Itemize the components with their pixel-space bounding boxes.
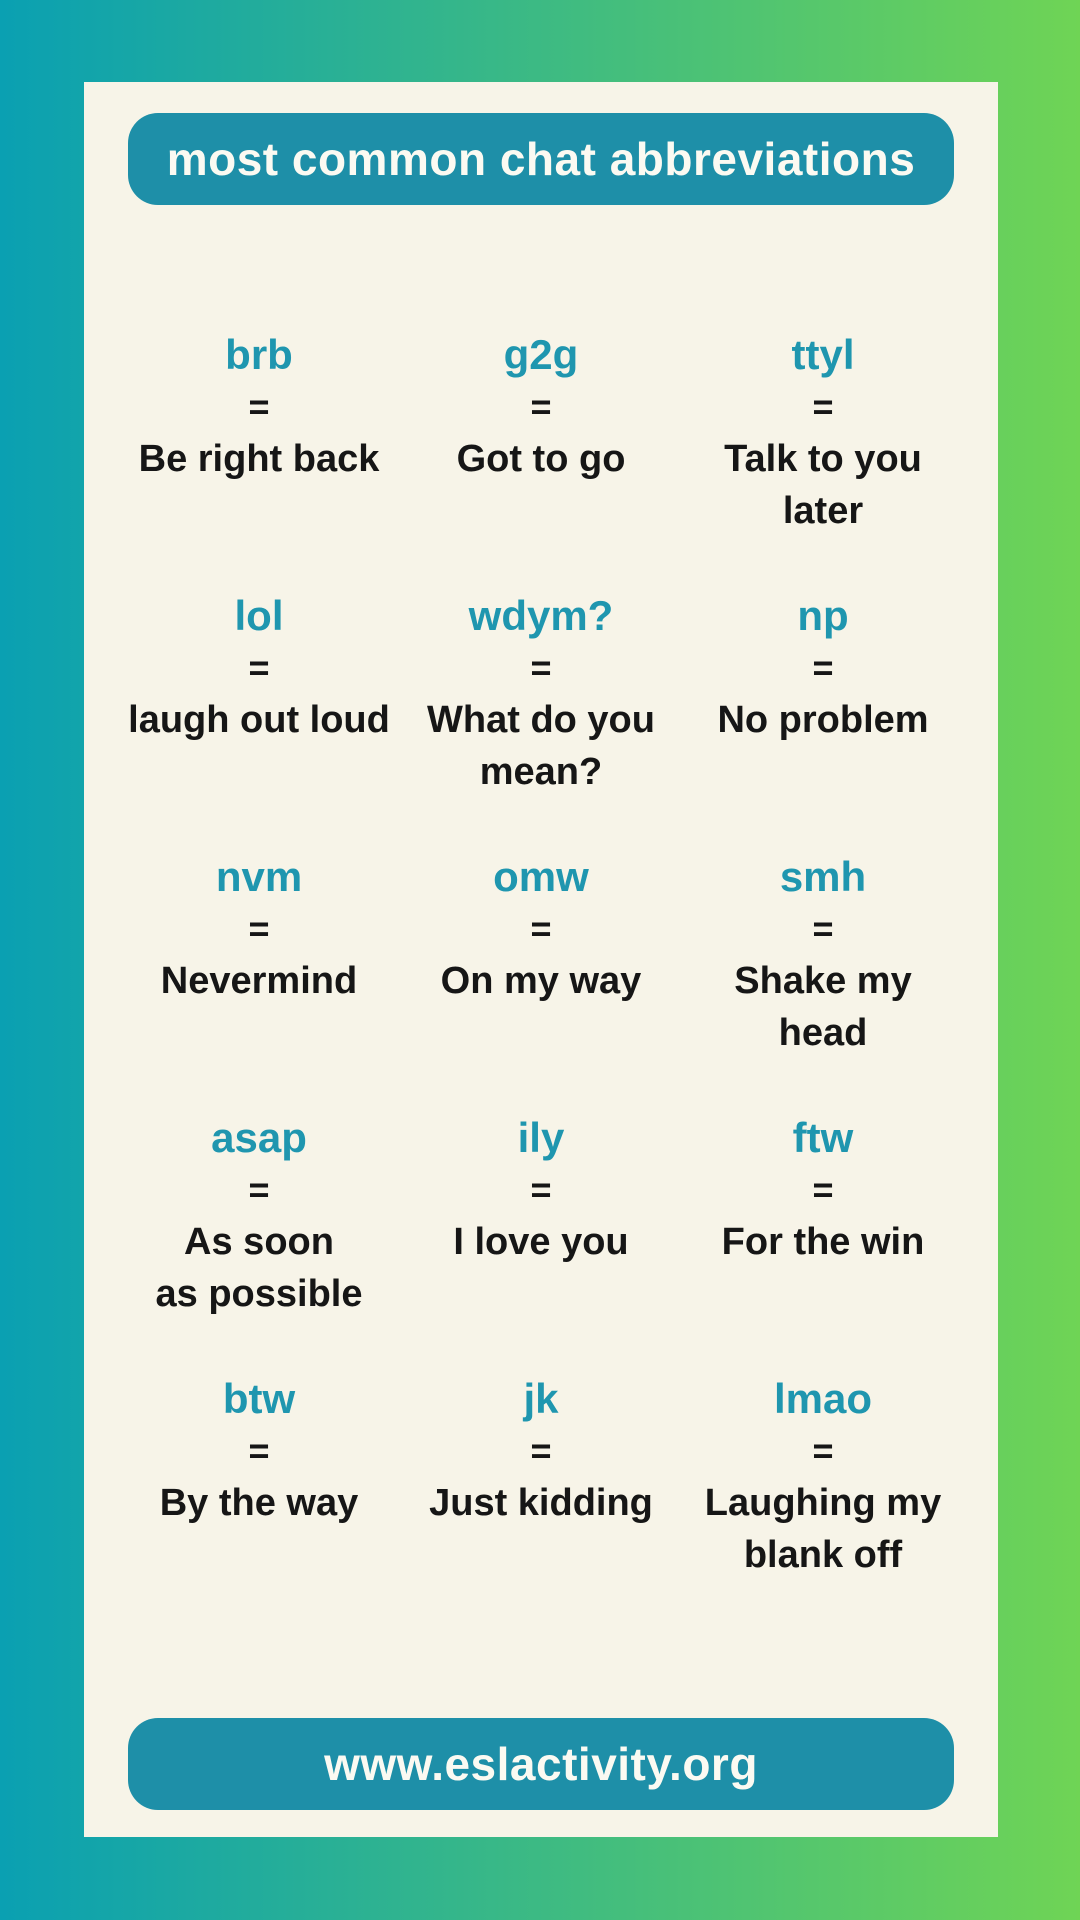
equals-sign: = [812, 647, 834, 688]
poster-card [84, 82, 998, 1837]
definition-line: I love you [453, 1221, 629, 1263]
equals-sign: = [248, 1169, 270, 1210]
abbreviation: jk [523, 1375, 559, 1422]
equals-sign: = [248, 647, 270, 688]
equals-sign: = [812, 1169, 834, 1210]
abbreviation: np [797, 592, 849, 639]
abbr-cell [400, 329, 682, 590]
definition-line: Nevermind [160, 960, 358, 1002]
abbr-cell [682, 851, 964, 1112]
abbr-cell [400, 590, 682, 851]
equals-sign: = [530, 386, 552, 427]
poster-title: most common chat abbreviations [166, 133, 916, 185]
abbreviation: ttyl [791, 331, 855, 378]
abbr-cell [400, 851, 682, 1112]
abbr-cell [400, 1112, 682, 1373]
definition-line: laugh out loud [128, 699, 390, 741]
definition-line: By the way [159, 1482, 359, 1524]
abbreviation: lol [234, 592, 284, 639]
abbr-cell [400, 1373, 682, 1634]
equals-sign: = [812, 908, 834, 949]
abbr-cell [118, 851, 400, 1112]
equals-sign: = [248, 908, 270, 949]
abbreviation: asap [211, 1114, 307, 1161]
definition-line: blank off [743, 1534, 903, 1576]
abbr-cell [682, 590, 964, 851]
definition-line: Got to go [456, 438, 626, 480]
footer-url: www.eslactivity.org [324, 1738, 758, 1790]
abbr-cell [118, 1373, 400, 1634]
definition-line: Shake my [734, 960, 912, 1002]
definition-line: What do you [427, 699, 655, 741]
abbreviation: wdym? [468, 592, 614, 639]
abbr-cell [118, 1112, 400, 1373]
definition-line: as possible [155, 1273, 363, 1315]
abbreviation: ftw [792, 1114, 854, 1161]
abbreviation-grid [84, 329, 998, 1634]
equals-sign: = [248, 386, 270, 427]
equals-sign: = [812, 386, 834, 427]
definition-line: later [782, 490, 864, 532]
abbreviation: btw [222, 1375, 296, 1422]
abbr-cell [118, 590, 400, 851]
abbreviation: smh [779, 853, 867, 900]
definition-line: No problem [717, 699, 929, 741]
abbreviation: nvm [215, 853, 303, 900]
equals-sign: = [530, 647, 552, 688]
equals-sign: = [812, 1430, 834, 1471]
abbreviation: ily [517, 1114, 565, 1161]
definition-line: As soon [184, 1221, 334, 1263]
abbr-cell [118, 329, 400, 590]
definition-line: For the win [721, 1221, 925, 1263]
abbr-cell [682, 1373, 964, 1634]
abbr-cell [682, 329, 964, 590]
definition-line: Laughing my [704, 1482, 942, 1524]
equals-sign: = [530, 1169, 552, 1210]
definition-line: Be right back [138, 438, 380, 480]
equals-sign: = [530, 1430, 552, 1471]
definition-line: Just kidding [429, 1482, 653, 1524]
abbreviation: g2g [503, 331, 579, 378]
equals-sign: = [248, 1430, 270, 1471]
abbreviation: omw [493, 853, 589, 900]
abbr-cell [682, 1112, 964, 1373]
abbreviation: brb [225, 331, 293, 378]
footer-banner [128, 1718, 954, 1810]
definition-line: On my way [440, 960, 642, 1002]
title-banner [128, 113, 954, 205]
abbreviation: lmao [773, 1375, 873, 1422]
definition-line: head [778, 1012, 868, 1054]
definition-line: mean? [479, 751, 603, 793]
definition-line: Talk to you [724, 438, 922, 480]
equals-sign: = [530, 908, 552, 949]
